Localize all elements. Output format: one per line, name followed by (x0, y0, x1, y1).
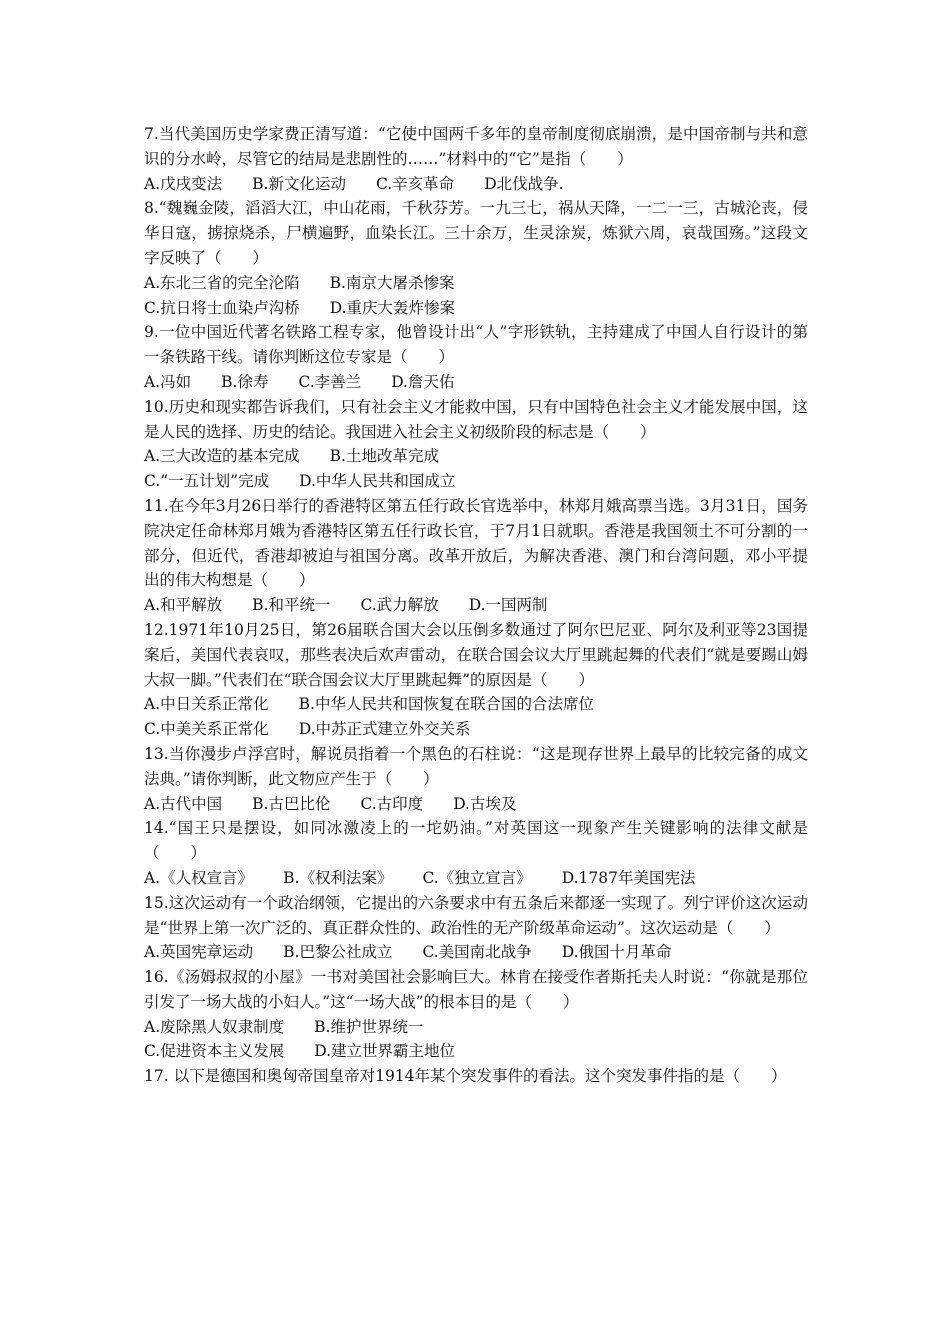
question-text: 11.在今年3月26日举行的香港特区第五任行政长官选举中，林郑月娥高票当选。3月31日，国务院决定任命林郑月娥为香港特区第五任行政长官，于7月1日就职。香港是我国领土不可分割的一部分，但近代，香港却被迫与祖国分离。改革开放后，为解决香港、澳门和台湾问题，邓小平提出的伟大构想是（ ） (144, 496, 808, 590)
option-row (144, 469, 808, 494)
question-block (144, 816, 808, 890)
question-block (144, 742, 808, 816)
answer-option: A.东北三省的完全沦陷 (144, 273, 300, 292)
option-row (144, 593, 808, 618)
answer-option: D.一国两制 (468, 596, 548, 615)
question-text: 12.1971年10月25日，第26届联合国大会以压倒多数通过了阿尔巴尼亚、阿尔及利亚等23国提案后，美国代表哀叹，那些表决后欢声雷动，在联合国会议大厅里跳起舞的代表们“就是要踢山姆大叔一脚。”代表们在“联合国会议大厅里跳起舞”的原因是（ ） (144, 620, 808, 689)
option-row (144, 717, 808, 742)
option-row (144, 370, 808, 395)
answer-option: B.南京大屠杀惨案 (329, 273, 455, 292)
option-row (144, 271, 808, 296)
question-block (144, 891, 808, 965)
question-block (144, 196, 808, 320)
question-text: 14.“国王只是摆设，如同冰激凌上的一坨奶油。”对英国这一现象产生关键影响的法律文献是（ ） (144, 819, 808, 863)
answer-option: D.建立世界霸主地位 (314, 1042, 456, 1061)
answer-option: D.1787年美国宪法 (561, 868, 696, 887)
answer-option: C.美国南北战争 (422, 943, 532, 962)
answer-option: C.《独立宣言》 (422, 868, 532, 887)
question-list (144, 122, 808, 1089)
option-row (144, 1039, 808, 1064)
question-block (144, 965, 808, 1064)
question-text: 8.“魏巍金陵，滔滔大江，中山花雨，千秋芬芳。一九三七，祸从天降，一二一三，古城沦丧，侵华日寇，掳掠烧杀，尸横遍野，血染长江。三十余万，生灵涂炭，炼狱六周，哀哉国殇。”这段文字反映了（ ） (144, 199, 808, 267)
answer-option: C.促进资本主义发展 (144, 1042, 285, 1061)
answer-option: A.三大改造的基本完成 (144, 447, 300, 466)
option-row (144, 444, 808, 469)
answer-option: A.《人权宣言》 (144, 868, 254, 887)
answer-option: B.中华人民共和国恢复在联合国的合法席位 (298, 695, 594, 714)
answer-option: D.古埃及 (453, 794, 517, 813)
answer-option: A.戊戌变法 (144, 174, 223, 193)
option-row (144, 866, 808, 891)
question-block (144, 494, 808, 618)
answer-option: A.古代中国 (144, 794, 223, 813)
answer-option: A.和平解放 (144, 596, 223, 615)
answer-option: A.废除黑人奴隶制度 (144, 1017, 285, 1036)
answer-option: D.中华人民共和国成立 (299, 472, 456, 491)
option-row (144, 940, 808, 965)
question-text: 7.当代美国历史学家费正清写道：“它使中国两千多年的皇帝制度彻底崩溃，是中国帝制与共和意识的分水岭，尽管它的结局是悲剧性的……”材料中的“它”是指（ ） (144, 125, 808, 168)
answer-option: D.重庆大轰炸惨案 (329, 298, 456, 317)
answer-option: D.中苏正式建立外交关系 (298, 720, 471, 739)
answer-option: C.抗日将士血染卢沟桥 (144, 298, 300, 317)
answer-option: B.古巴比伦 (252, 794, 331, 813)
option-row (144, 172, 808, 197)
question-text: 13.当你漫步卢浮宫时，解说员指着一个黑色的石柱说：“这是现存世界上最早的比较完备的成文法典。”请你判断，此文物应产生于（ ） (144, 744, 808, 788)
option-row (144, 296, 808, 321)
answer-option: B.维护世界统一 (314, 1017, 424, 1036)
question-text: 16.《汤姆叔叔的小屋》一书对美国社会影响巨大。林肯在接受作者斯托夫人时说：“你就是那位引发了一场大战的小妇人。”这“一场大战”的根本目的是（ ） (144, 968, 808, 1011)
answer-option: B.巴黎公社成立 (283, 943, 393, 962)
answer-option: A.冯如 (144, 372, 192, 391)
answer-option: C.辛亥革命 (375, 174, 455, 193)
answer-option: C.古印度 (360, 794, 424, 813)
option-row (144, 1015, 808, 1040)
question-block (144, 395, 808, 494)
question-text: 17. 以下是德国和奥匈帝国皇帝对1914年某个突发事件的看法。这个突发事件指的是（ ） (144, 1067, 787, 1086)
answer-option: C.李善兰 (298, 372, 362, 391)
answer-option: C.“一五计划”完成 (144, 472, 270, 491)
answer-option: A.中日关系正常化 (144, 695, 269, 714)
answer-option: A.英国宪章运动 (144, 943, 254, 962)
answer-option: D北伐战争. (484, 174, 564, 193)
answer-option: C.武力解放 (360, 596, 439, 615)
question-text: 9.一位中国近代著名铁路工程专家，他曾设计出“人”字形铁轨，主持建成了中国人自行设计的第一条铁路干线。请你判断这位专家是（ ） (144, 323, 808, 367)
question-block (144, 1064, 808, 1089)
answer-option: B.土地改革完成 (329, 447, 439, 466)
answer-option: B.《权利法案》 (283, 868, 393, 887)
question-block (144, 122, 808, 196)
question-block (144, 320, 808, 394)
option-row (144, 792, 808, 817)
question-block (144, 618, 808, 742)
option-row (144, 692, 808, 717)
answer-option: D.俄国十月革命 (561, 943, 672, 962)
question-text: 10.历史和现实都告诉我们，只有社会主义才能救中国，只有中国特色社会主义才能发展中国，这是人民的选择、历史的结论。我国进入社会主义初级阶段的标志是（ ） (144, 397, 808, 441)
answer-option: D.詹天佑 (391, 372, 455, 391)
answer-option: B.新文化运动 (252, 174, 346, 193)
question-text: 15.这次运动有一个政治纲领，它提出的六条要求中有五条后来都逐一实现了。列宁评价这次运动是“世界上第一次广泛的、真正群众性的、政治性的无产阶级革命运动”。这次运动是（ ） (144, 893, 808, 937)
answer-option: C.中美关系正常化 (144, 720, 269, 739)
answer-option: B.和平统一 (252, 596, 331, 615)
answer-option: B.徐寿 (221, 372, 269, 391)
